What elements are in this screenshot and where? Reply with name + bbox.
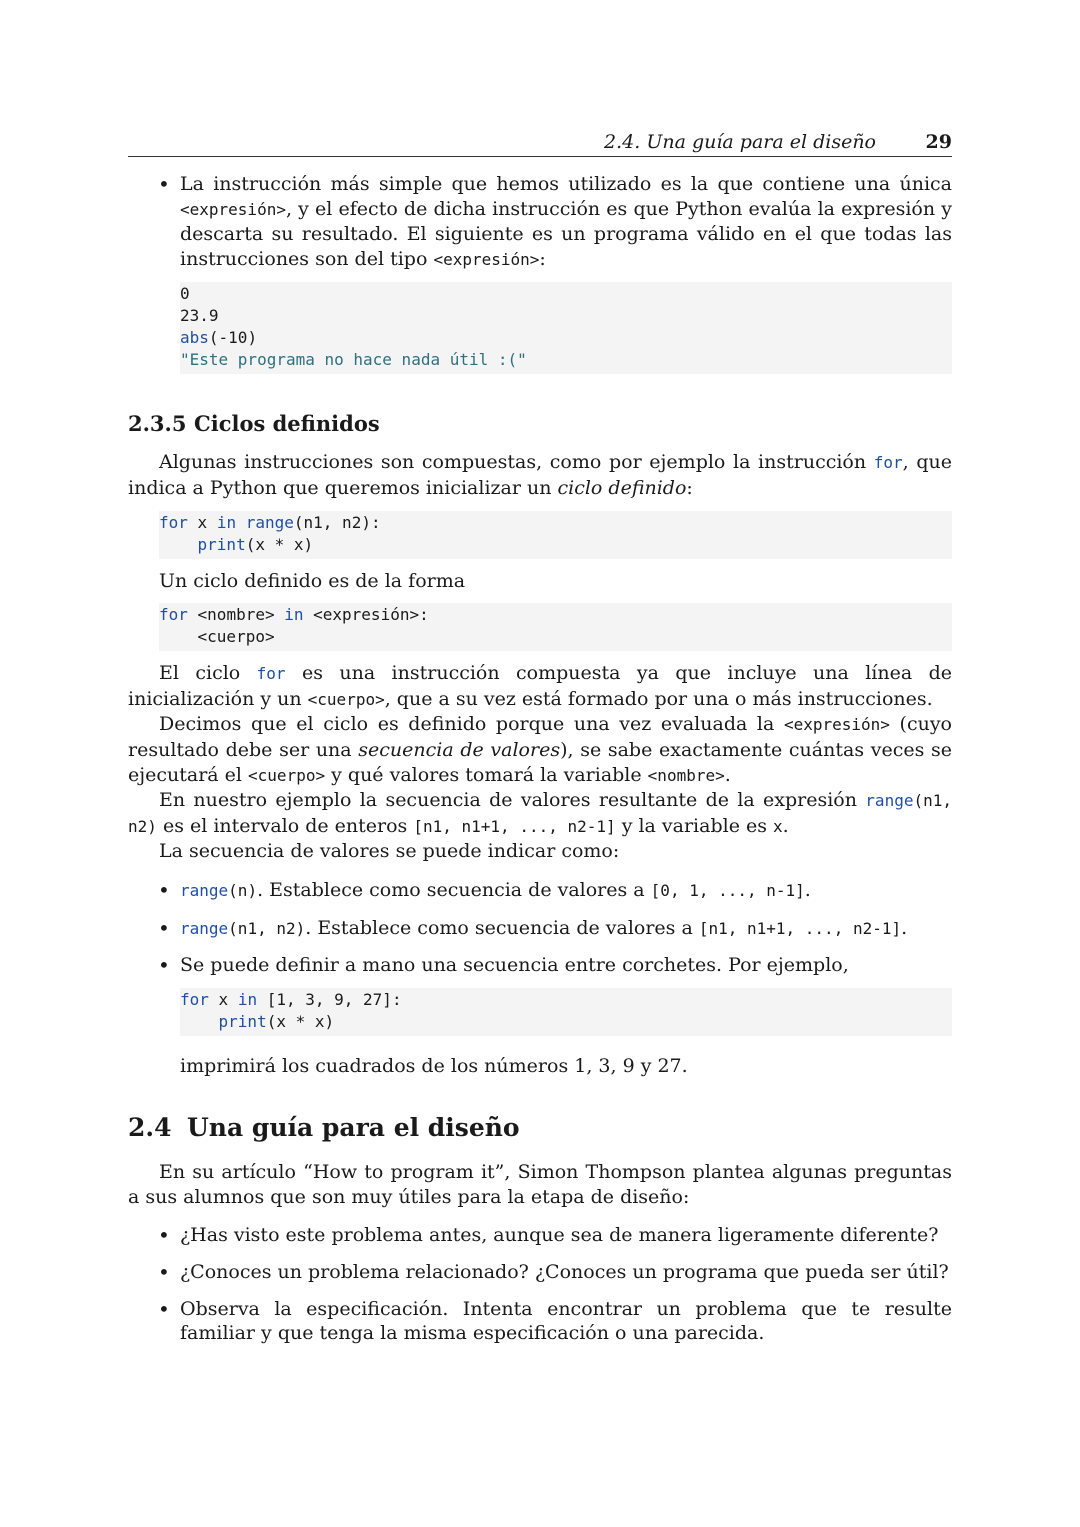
section-heading-2-3-5: 2.3.5 Ciclos definidos — [128, 411, 380, 437]
inline-code: [0, 1, ..., n-1] — [650, 880, 805, 900]
list-item — [128, 878, 952, 904]
list-item — [128, 953, 952, 1078]
inline-code: [n1, n1+1, ..., n2-1] — [698, 918, 902, 938]
list-item — [128, 1223, 952, 1248]
paragraph: Algunas instrucciones son compuestas, como por ejemplo la instrucción for, que indica a Python que queremos inicializar un ciclo definido: — [128, 451, 952, 499]
code-block-expressions: 0 23.9 abs(-10) "Este programa no hace nada útil :(" — [180, 282, 952, 374]
code-block-for-syntax: for <nombre> in <expresión>: <cuerpo> — [159, 603, 952, 651]
inline-code: range(n1, n2) — [128, 791, 952, 836]
inline-code: <nombre> — [647, 765, 725, 785]
bullet-text: • Se puede definir a mano una secuencia entre corchetes. Por ejemplo, — [180, 954, 849, 977]
inline-code: range(n1, n2) — [180, 918, 306, 938]
inline-code: <expresión> — [433, 249, 540, 269]
list-item — [128, 1297, 952, 1346]
inline-code: for — [873, 453, 903, 473]
bullet-text: • Observa la especificación. Intenta encontrar un problema que te resulte familiar y que tenga la misma especificación o una parecida. — [180, 1297, 952, 1345]
page-content — [128, 172, 952, 1346]
code-block-list-example: for x in [1, 3, 9, 27]: print(x * x) — [180, 988, 952, 1036]
list-item — [128, 172, 952, 374]
paragraph: Decimos que el ciclo es definido porque una vez evaluada la <expresión> (cuyo resultado debe ser una secuencia de valores), se sabe exactamente cuántas veces se ejecutará el <cuerpo> y qué valores tomará la variable <nombre>. — [128, 713, 952, 786]
bullet-text: • range(n). Establece como secuencia de valores a [0, 1, ..., n-1]. — [180, 878, 811, 901]
inline-code: <cuerpo> — [248, 765, 326, 785]
inline-code: <expresión> — [180, 199, 286, 219]
page-number: 29 — [925, 131, 952, 153]
paragraph: En su artículo “How to program it”, Simon Thompson plantea algunas preguntas a sus alumnos que son muy útiles para la etapa de diseño: — [128, 1161, 952, 1208]
bullet-text: • ¿Conoces un problema relacionado? ¿Conoces un programa que pueda ser útil? — [180, 1261, 949, 1284]
paragraph: En nuestro ejemplo la secuencia de valores resultante de la expresión range(n1, n2) es el intervalo de enteros [n1, n1+1, ..., n2-1] y la variable es x. — [128, 789, 952, 837]
list-item — [128, 916, 952, 942]
inline-code: for — [256, 664, 286, 684]
paragraph: Un ciclo definido es de la forma — [159, 569, 466, 592]
inline-code: <expresión> — [783, 715, 890, 735]
bullet-text: • La instrucción más simple que hemos utilizado es la que contiene una única <expresión>, y el efecto de dicha instrucción es que Python evalúa la expresión y descarta su resultado. El siguiente es un programa válido en el que todas las instrucciones son del tipo <expresión>: — [180, 173, 952, 270]
expression-bullet-list — [128, 172, 952, 374]
list-item — [128, 1260, 952, 1285]
design-questions-list — [128, 1223, 952, 1345]
bullet-text: • ¿Has visto este problema antes, aunque sea de manera ligeramente diferente? — [180, 1224, 939, 1247]
paragraph: El ciclo for es una instrucción compuesta ya que incluye una línea de inicialización y un <cuerpo>, que a su vez está formado por una o más instrucciones. — [128, 662, 952, 710]
bullet-text: • range(n1, n2). Establece como secuencia de valores a [n1, n1+1, ..., n2-1]. — [180, 916, 908, 939]
inline-code: <cuerpo> — [307, 689, 385, 709]
running-title: 2.4. Una guía para el diseño — [604, 131, 876, 153]
bullet-text: imprimirá los cuadrados de los números 1, 3, 9 y 27. — [180, 1054, 688, 1077]
inline-code: [n1, n1+1, ..., n2-1] — [413, 816, 616, 836]
sequence-bullet-list — [128, 878, 952, 1078]
code-block-for-example: for x in range(n1, n2): print(x * x) — [159, 511, 952, 559]
inline-code: x — [773, 816, 783, 836]
inline-code: range(n) — [180, 880, 258, 900]
running-header — [128, 128, 952, 157]
section-heading-2-4: 2.4 Una guía para el diseño — [128, 1113, 520, 1143]
paragraph: La secuencia de valores se puede indicar como: — [159, 840, 620, 863]
